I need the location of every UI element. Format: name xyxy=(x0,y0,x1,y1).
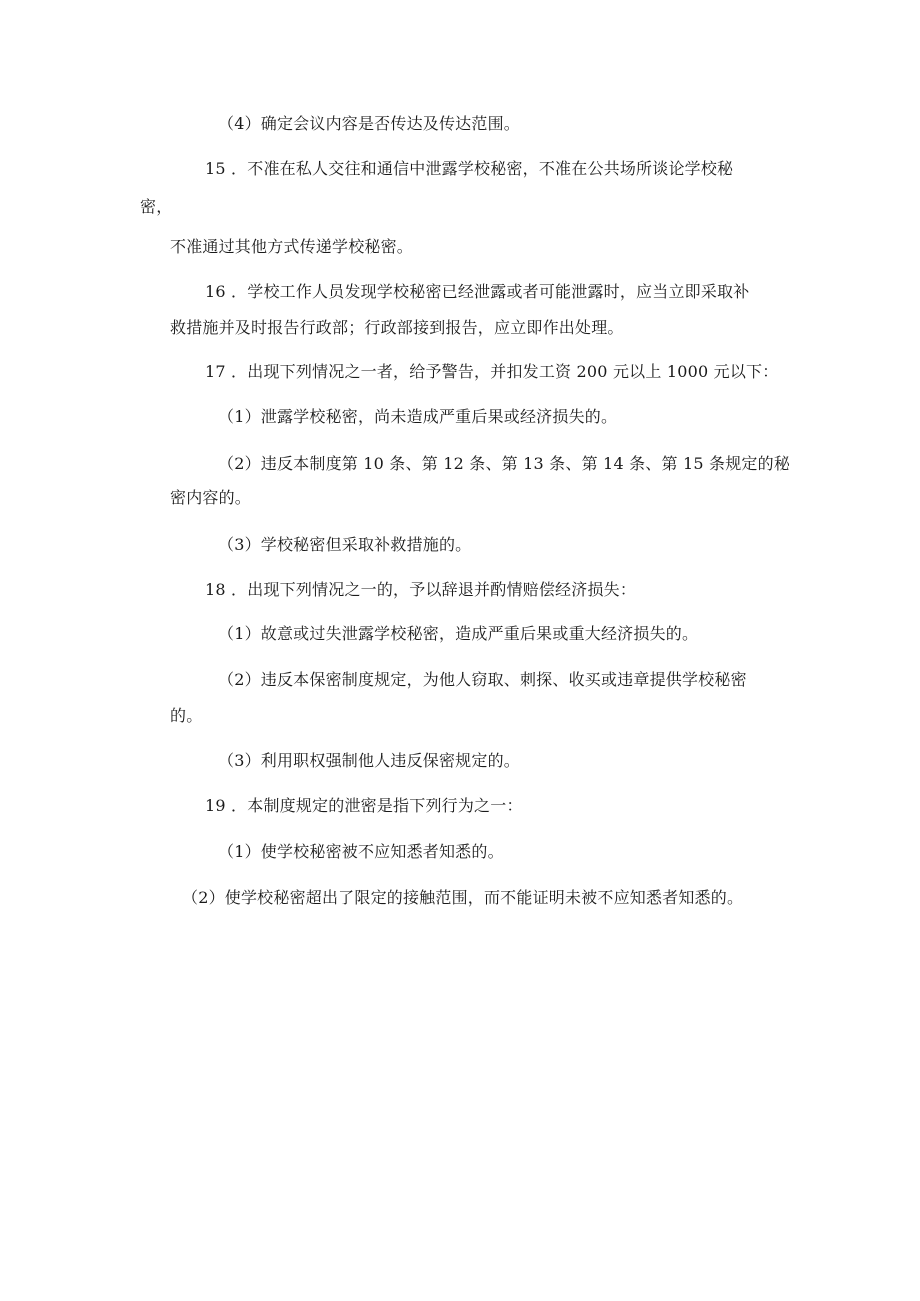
text-line: （1）泄露学校秘密，尚未造成严重后果或经济损失的。 xyxy=(218,407,618,426)
text-line: （1）使学校秘密被不应知悉者知悉的。 xyxy=(218,842,504,861)
text-line: 16 ．学校工作人员发现学校秘密已经泄露或者可能泄露时，应当立即采取补 xyxy=(205,282,750,301)
text-line: 17 ．出现下列情况之一者，给予警告，并扣发工资 200 元以上 1000 元以下： xyxy=(205,362,779,381)
text-line: 18 ．出现下列情况之一的，予以辞退并酌情赔偿经济损失： xyxy=(205,580,637,599)
text-line: 15 ．不准在私人交往和通信中泄露学校秘密，不准在公共场所谈论学校秘 xyxy=(205,159,734,178)
text-line: （3）利用职权强制他人违反保密规定的。 xyxy=(218,751,520,770)
text-line: 密内容的。 xyxy=(170,488,252,507)
text-line: （2）违反本制度第 10 条、第 12 条、第 13 条、第 14 条、第 15 条规定的秘 xyxy=(218,454,791,473)
text-line: 的。 xyxy=(170,706,203,725)
text-line: 密， xyxy=(140,197,173,216)
text-line: （2）使学校秘密超出了限定的接触范围，而不能证明未被不应知悉者知悉的。 xyxy=(182,888,744,907)
text-line: （4）确定会议内容是否传达及传达范围。 xyxy=(218,114,520,133)
text-line: 不准通过其他方式传递学校秘密。 xyxy=(170,237,414,256)
text-line: （2）违反本保密制度规定，为他人窃取、刺探、收买或违章提供学校秘密 xyxy=(218,670,747,689)
text-line: 救措施并及时报告行政部；行政部接到报告，应立即作出处理。 xyxy=(170,318,624,337)
text-line: （1）故意或过失泄露学校秘密，造成严重后果或重大经济损失的。 xyxy=(218,624,699,643)
text-line: 19 ．本制度规定的泄密是指下列行为之一： xyxy=(205,796,523,815)
text-line: （3）学校秘密但采取补救措施的。 xyxy=(218,535,472,554)
